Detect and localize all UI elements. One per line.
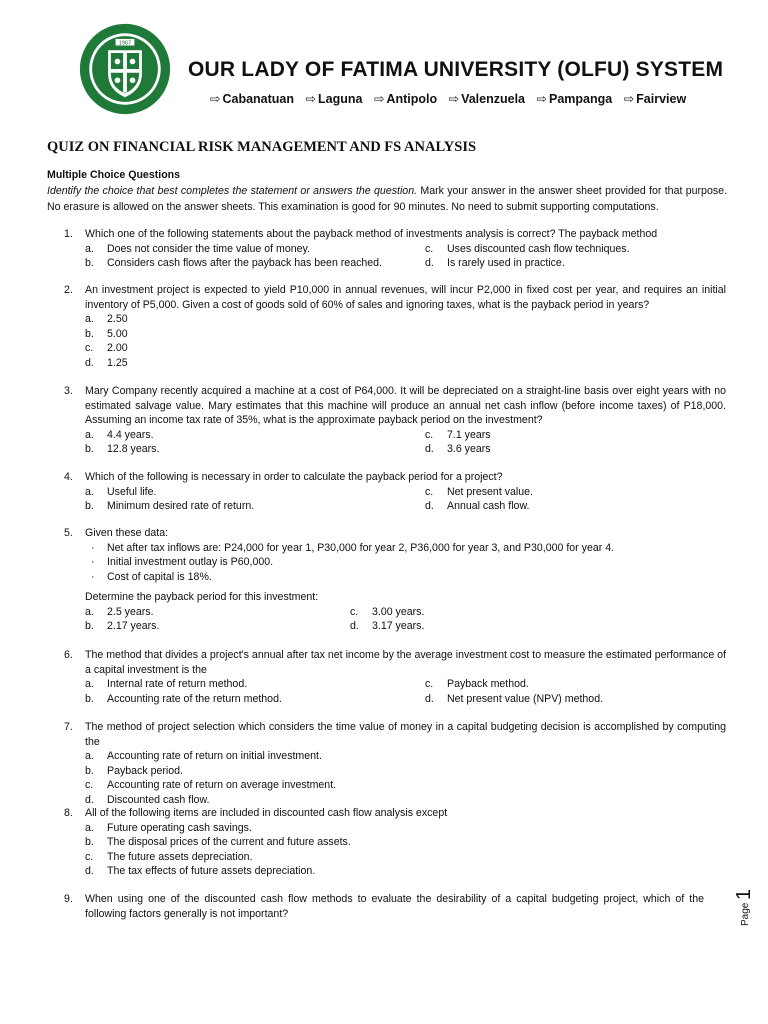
page-number-value: 1 [733, 888, 755, 900]
arrow-icon: ⇨ [305, 92, 316, 106]
answer-option: a. Internal rate of return method. [85, 678, 248, 690]
question-5 [64, 526, 726, 634]
university-seal-logo [78, 22, 172, 116]
question-stem: The method of project selection which considers the time value of money in a capital budgeting decision is accomplished by computing the [85, 721, 726, 748]
given-data-list [85, 541, 726, 585]
quiz-title: QUIZ ON FINANCIAL RISK MANAGEMENT AND FS ANALYSIS [47, 139, 477, 155]
question-8 [64, 806, 726, 879]
answer-option: d. 3.17 years. [350, 620, 425, 632]
answer-option: d. Is rarely used in practice. [425, 257, 565, 269]
answer-options [85, 749, 726, 807]
list-item: · Initial investment outlay is P60,000. [91, 556, 274, 568]
question-stem: Which of the following is necessary in order to calculate the payback period for a project? [85, 471, 503, 483]
question-stem: When using one of the discounted cash flow methods to evaluate the desirability of a capital budgeting project, which of the following factors generally is not important? [85, 893, 704, 920]
page-number [728, 880, 756, 930]
answer-option: d. Discounted cash flow. [85, 793, 210, 806]
answer-option: d. 3.6 years [425, 443, 491, 455]
answer-option: a. Useful life. [85, 485, 157, 498]
question-9 [64, 892, 704, 921]
question-number: 4. [64, 471, 73, 483]
answer-option: c. 7.1 years [425, 428, 491, 441]
answer-option: b. Considers cash flows after the payback has been reached. [85, 257, 383, 269]
question-stem: Which one of the following statements about the payback method of investments analysis is correct? The payback method [85, 228, 658, 240]
campus-list [210, 91, 694, 106]
answer-options [85, 242, 726, 271]
answer-option: a. Future operating cash savings. [85, 821, 252, 834]
campus-name: Laguna [318, 92, 363, 106]
question-number: 5. [64, 527, 73, 539]
arrow-icon: ⇨ [536, 92, 547, 106]
answer-option: b. Minimum desired rate of return. [85, 500, 255, 512]
answer-option: a. 4.4 years. [85, 428, 154, 441]
answer-option: c. 3.00 years. [350, 605, 425, 618]
instructions-italic: Identify the choice that best completes the statement or answers the question. [47, 185, 418, 197]
question-number: 2. [64, 284, 73, 296]
arrow-icon: ⇨ [448, 92, 460, 106]
question-4 [64, 470, 726, 514]
answer-option: b. 12.8 years. [85, 443, 160, 455]
list-item: · Net after tax inflows are: P24,000 for year 1, P30,000 for year 2, P36,000 for year 3, and P30,000 for year 4. [91, 541, 615, 554]
question-number: 1. [64, 228, 73, 240]
question-number: 8. [64, 807, 73, 819]
answer-options [85, 428, 726, 457]
answer-option: d. Annual cash flow. [425, 500, 530, 512]
answer-option: a. 2.5 years. [85, 605, 154, 618]
answer-option: a. Does not consider the time value of money. [85, 242, 310, 255]
question-number: 6. [64, 649, 73, 661]
question-number: 3. [64, 385, 73, 397]
instructions-text [47, 183, 727, 215]
question-stem: An investment project is expected to yield P10,000 in annual revenues, will incur P2,000 in fixed cost per year, and requires an initial inventory of P5,000. Given a cost of goods sold of 60% of sales and ignoring taxes, what is the payback period in years? [85, 284, 726, 311]
answer-option: c. Accounting rate of return on average investment. [85, 779, 337, 791]
arrow-icon: ⇨ [623, 92, 635, 106]
question-1 [64, 227, 726, 271]
answer-option: c. Payback method. [425, 678, 529, 690]
answer-options [85, 605, 726, 634]
answer-options [85, 821, 726, 879]
campus-name: Fairview [636, 92, 687, 106]
university-name: OUR LADY OF FATIMA UNIVERSITY (OLFU) SYSTEM [188, 58, 724, 81]
answer-option: b. 2.17 years. [85, 620, 160, 632]
question-subprompt: Determine the payback period for this investment: [85, 591, 319, 603]
svg-text:1967: 1967 [118, 40, 132, 47]
answer-option: c. Uses discounted cash flow techniques. [425, 242, 630, 255]
section-heading: Multiple Choice Questions [47, 169, 181, 181]
instructions-section [47, 167, 727, 215]
question-stem: Given these data: [85, 527, 169, 539]
document-header [78, 22, 738, 122]
answer-option: b. The disposal prices of the current and future assets. [85, 836, 351, 848]
answer-option: b. Accounting rate of the return method. [85, 692, 282, 705]
answer-option: a. Accounting rate of return on initial investment. [85, 750, 322, 762]
campus-name: Antipolo [386, 92, 438, 106]
answer-option: d. The tax effects of future assets depreciation. [85, 865, 316, 877]
answer-option: d. Net present value (NPV) method. [425, 692, 604, 705]
question-3 [64, 384, 726, 457]
question-stem: All of the following items are included in discounted cash flow analysis except [85, 807, 448, 819]
answer-option: b. Payback period. [85, 764, 183, 777]
answer-option: a. 2.50 [85, 313, 128, 325]
answer-option: b. 5.00 [85, 327, 128, 340]
question-stem: Mary Company recently acquired a machine at a cost of P64,000. It will be depreciated on a straight-line basis over eight years with no estimated salvage value. Mary estimates that this machine will produce an annual net cash inflow (before income taxes) of P18,000. Assuming an income tax rate of 35%, what is the approximate payback period on the investment? [85, 385, 726, 426]
campus-name: Valenzuela [461, 92, 526, 106]
arrow-icon: ⇨ [373, 92, 385, 106]
answer-option: c. 2.00 [85, 342, 128, 354]
campus-name: Cabanatuan [222, 92, 295, 106]
answer-option: c. The future assets depreciation. [85, 850, 253, 863]
question-2 [64, 283, 726, 370]
campus-name: Pampanga [548, 92, 613, 106]
arrow-icon: ⇨ [210, 92, 221, 106]
question-6 [64, 648, 726, 706]
question-number: 7. [64, 721, 73, 733]
answer-options [85, 312, 726, 370]
page-label: Page [740, 902, 751, 926]
question-stem: The method that divides a project's annual after tax net income by the average investment cost to measure the estimated performance of a capital investment is the [85, 649, 726, 676]
list-item: · Cost of capital is 18%. [91, 570, 212, 583]
answer-options [85, 677, 726, 706]
answer-options [85, 485, 726, 514]
question-7 [64, 720, 726, 807]
answer-option: c. Net present value. [425, 485, 533, 498]
question-number: 9. [64, 893, 73, 905]
answer-option: d. 1.25 [85, 356, 128, 369]
instructions-rest: Mark your answer in the answer sheet provided for that purpose. No erasure is allowed on the answer sheets. This examination is good for 90 minutes. No need to submit supporting computations. [47, 185, 727, 213]
